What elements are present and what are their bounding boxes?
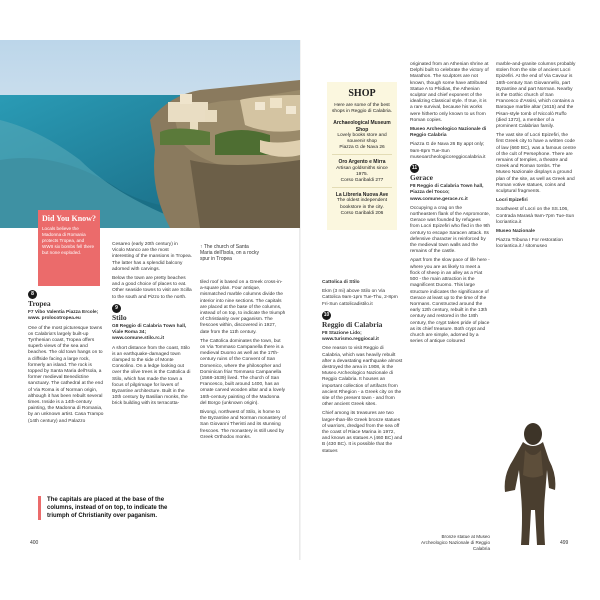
statue-caption: Bronze statue at Museo Archeologico Nazionale di Reggio Calabria (421, 534, 490, 551)
book-spread (0, 40, 600, 560)
gerace-text-2: Apart from the slow pace of life here - where you are as likely to meet a flock of sheep in an alley as a Fiat 500 - the main attraction is the magnificent Duomo. This large structure indicates the significance of Gerace at least up to the time of the Normans. Constructed around the early 12th century, rebuilt in the 13th century and restored in the 18th century, the crypt takes pride of place as its chief treasure. Both crypt and church are simple, adorned by a series of antique coloured (410, 258, 490, 345)
stilo-text-3: The Cattolica dominates the town, but on Via Tommaso Campanella there is a medieval Duomo as well as the 17th-century ruins of the Convent of San Domenico, where the philosopher and Dominican friar Tommaso Campanella (1568-1639) lived. The church of San Francesco, built around 1400, has an ornate carved wooden altar and a lovely 16th-century painting of the Madonna del Borgo (unknown origin). (200, 338, 286, 406)
page-number-left: 400 (30, 540, 39, 546)
entry-title-gerace: Gerace (410, 173, 433, 183)
reggio-info: F8 Stazione Lido; www.turismo.reggiocal.it (322, 331, 379, 343)
shop-title: SHOP (348, 88, 376, 99)
did-you-know-box (38, 210, 100, 286)
shop-intro: Here are some of the best shops in Reggio di Calabria. (332, 103, 392, 115)
tropea-text: One of the most picturesque towns on Calabria's largely built-up Tyrrhenian coast, Tropea offers superb views of the sea and beaches. The old town hangs on to a cliffside facing a large rock, formerly an island. The rock is topped by Santa Maria dell'Isola, a former medieval Benedictine sanctuary. The cathedral at the end of Via Roma is of Norman origin, although it has been rebuilt several times. Inside is a 14th-century painting, the Madonna di Romania, by an unknown artist. Casa Trampo (14th century) and Palazzo (28, 325, 104, 424)
shop-item: Archaeological Museum Shop Lovely books store and souvenir shop Piazza G de Nava 26 (332, 120, 392, 155)
tropea-photo (0, 40, 300, 228)
museo-title: Museo Archeologico Nazionale di Reggio Calabria (410, 127, 487, 139)
reggio-text-3: originated from an Athenian shrine at Delphi built to celebrate the victory of Marathon. The sculptors are not known, though some have attributed Statue A to Phidias, the Athenian sculptor and chief exponent of the idealizing Classical style. If true, it is a rare survival, because his works were hitherto only known to us from Roman copies. (410, 62, 489, 123)
cattolica-title: Cattolica di Stilo (322, 280, 360, 285)
shop-item: La Libreria Nuova Ave The oldest independent bookstore in the city. Corso Garibaldi 206 (335, 192, 389, 216)
entry-number-8: 8 (28, 290, 37, 299)
reggio-text-2: Chief among its treasures are two larger-than-life Greek bronze statues of warriors, dredged from the sea off the coast of Riace Marina in 1972, and known as statues A (460 BC) and B (430 BC). It is possible that the statues (322, 411, 403, 454)
museo-nazionale-info: Piazza Tribuna I For restoration locriantica.it / sitomuseo (496, 238, 563, 250)
entry-number-9: 9 (112, 304, 121, 313)
stilo-text-2: tiled roof is based on a Greek cross-in-a-square plan. Four antique, mismatched marble columns divide the interior into nine sections. The capitals are placed at the base of the columns, instead of on top, to indicate the triumph of Christianity over paganism. The frescoes within, discovered in 1927, date from the 11th century. (200, 280, 286, 335)
did-you-know-title: Did You Know? (42, 214, 96, 223)
entry-title-tropea: Tropea (28, 299, 51, 308)
bronze-statue-photo (495, 420, 565, 550)
locri-info: Southwest of Locri on the SS.106, Contrada Marasà 9am-7pm Tue-Sun locriantica.it (496, 207, 575, 225)
stilo-info: G8 Reggio di Calabria Town hall, Viale Roma 34; www.comune.stilo.rc.it (112, 324, 187, 342)
gerace-info: F8 Reggio di Calabria Town hall, Piazza del Tocco; www.comune.gerace.rc.it (410, 184, 484, 202)
gerace-text: Occupying a crag on the northeastern flank of the Aspromonte, Gerace was founded by refugees from Locri Epizefiri who fled in the 9th century to escape Saracen attack. Its defensive character is reinforced by the medieval town walls and the remains of the castle. (410, 205, 490, 255)
gerace-text-3: marble-and-granite columns probably stolen from the site of ancient Locri Epizefiri. At the end of Via Cavour is 16th-century San Giovannello, part Byzantine and part Norman. Nearby is the Gothic church of San Francesco d'Assisi, which contains a Baroque marble altar (1615) and the Pisan-style tomb of Niccolò Ruffo (died 1372), a member of a prominent Calabrian family. (496, 62, 576, 130)
stilo-column (112, 242, 192, 411)
photo-caption: ↑ The church of Santa Maria dell'Isola, on a rocky spur in Tropea (200, 244, 260, 263)
locri-column (496, 62, 576, 254)
entry-number-11: 11 (411, 165, 418, 172)
page-number-right: 499 (560, 540, 569, 546)
entry-number-10: 10 (323, 311, 330, 318)
shop-item: Oro Argento e Mirra Artisan goldsmiths since 1975. Corso Garibaldi 277 (332, 159, 392, 188)
stilo-text: A short distance from the coast, Stilo is an earthquake-damaged town clamped to the side of Monte Consolino. On a ledge looking out over the olive trees is the Cattolica di Stilo, which has made the town a focus of pilgrimage for lovers of Byzantine architecture. Built in the 10th century by Basilian monks, the brick building with its terracotta- (112, 345, 191, 407)
reggio-text: One reason to visit Reggio di Calabria, which was heavily rebuilt after a devastating earthquake almost destroyed the area in 1908, is the Museo Archeologico Nazionale di Reggio Calabria. It houses an important collection of artifacts from ancient Rhegion - a Greek city on the site of the present town - and from other ancient Greek sites. (322, 346, 403, 408)
tropea-beaches: Below the town are pretty beaches and a good choice of places to eat. Other seaside towns to visit are Scilla to the south and Pizzo to the north. (112, 276, 192, 300)
reggio-column (322, 280, 404, 458)
gerace-column (410, 62, 490, 348)
tropea-continued: Cesareo (early 20th century) in Vicolo Manco are the most interesting of the mansions in Tropea. The latter has a splendid balcony adorned with carvings. (112, 242, 192, 272)
arrow-up-icon: ↑ (200, 244, 204, 250)
entry-title-stilo: Stilo (112, 312, 127, 322)
museo-nazionale-title: Museo Nazionale (496, 229, 535, 235)
tropea-info: F7 Vibo Valentia Piazza Ercole; www. prolocotropea.eu (28, 310, 99, 322)
stilo-column-continued (200, 280, 286, 444)
cattolica-info: Ekm (3 mi) above Stilo on Via Cattolica 9am-1pm Tue-Thu, 2-8pm Fri-Sun cattolicadistilo.it (322, 289, 398, 307)
did-you-know-text: Locals believe the Madonna di Romania protects Tropea, and WWII six bombs fell there but none exploded. (42, 226, 95, 255)
shop-box (327, 82, 397, 230)
museo-info: Piazza G de Nava 26 By appt only; 9am-8pm Tue-Sun museoarcheologicoreggiocalabria.it (410, 142, 486, 160)
locri-text: The vast site of Locri Epizefiri, the first Greek city to have a written code of law (660 BC), was a famous centre of the cult of Persephone. There are remains of temples, a theatre and Greek and Roman tombs. The Museo Nazionale displays a ground plan of the site, as well as Greek and Roman votive statues, coins and sculptural fragments. (496, 133, 576, 195)
locri-title: Locri Epizefiri (496, 198, 528, 204)
tropea-column (28, 290, 106, 428)
entry-title-reggio: Reggio di Calabria (322, 319, 383, 329)
stilo-text-4: Bivongi, northwest of Stilo, is home to the Byzantine and Norman monastery of San Giovanni Theristi and its stunning frescoes. The monastery is still used by Greek Orthodox monks. (200, 410, 286, 440)
pull-quote: The capitals are placed at the base of the columns, instead of on top, to indicate the triumph of Christianity over paganism. (38, 496, 188, 520)
